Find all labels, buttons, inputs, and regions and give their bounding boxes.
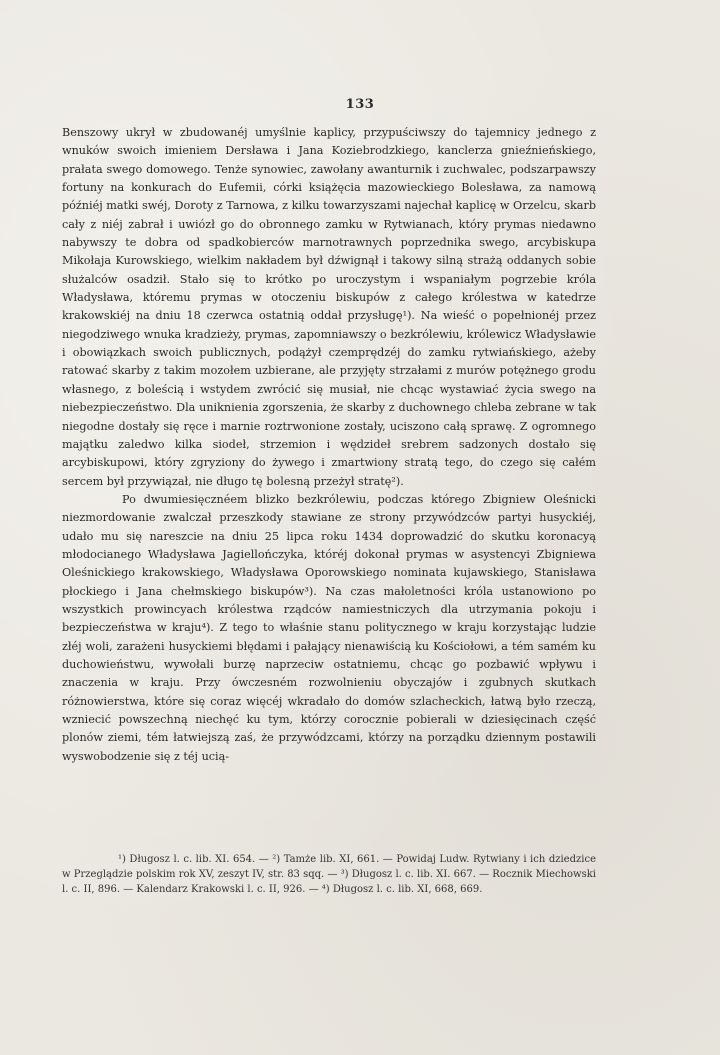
- main-text: [62, 124, 596, 766]
- page-number: 133: [345, 97, 375, 112]
- footnotes: [62, 852, 596, 897]
- paragraph-2: Po dwumiesięcznéem blizko bezkrólewiu, podczas którego Zbigniew Oleśnicki niezmordowanie zwalczał przeszkody stawiane ze strony przywódzców partyi husyckiéj, udało mu się nareszcie na dniu 25 lipca roku 1434 doprowadzić do skutku koronacyą młodocianego Władysława Jagiellończyka, któréj dokonał prymas w asystencyi Zbigniewa Oleśnickiego krakowskiego, Władysława Oporowskiego nominata kujawskiego, Stanisława płockiego i Jana chełmskiego biskupów³). Na czas małoletności króla ustanowiono po wszystkich prowincyach królestwa rządców namiestniczych dla utrzymania pokoju i bezpieczeństwa w kraju⁴). Z tego to właśnie stanu politycznego w kraju korzystając ludzie złéj woli, zarażeni husyckiemi błędami i pałający nienawiścią ku Kościołowi, a tém samém ku duchowieństwu, wywołali burzę naprzeciw ostatniemu, chcąc go pozbawić wpływu i znaczenia w kraju. Przy ówczesném rozwolnieniu obyczajów i zgubnych skutkach różnowierstwa, które się coraz więcéj wkradało do domów szlacheckich, łatwą było rzeczą, wzniecić powszechną niechęć ku tym, którzy corocznie pobierali w dziesięcinach część plonów ziemi, tém łatwiejszą zaś, że przywódzcami, którzy na porządku dziennym postawili wyswobodzenie się z téj ucią-: [62, 492, 596, 763]
- footnote-text: ¹) Długosz l. c. lib. XI. 654. — ²) Tamże lib. XI, 661. — Powidaj Ludw. Rytwiany i ich dziedzice w Przeglądzie polskim rok XV, zeszyt IV, str. 83 sqq. — ³) Długosz l. c. lib. XI. 667. — Rocznik Miechowski l. c. II, 896. — Kalendarz Krakowski l. c. II, 926. — ⁴) Długosz l. c. lib. XI, 668, 669.: [62, 854, 596, 895]
- paragraph-1: Benszowy ukrył w zbudowanéj umyślnie kaplicy, przypuściwszy do tajemnicy jednego z wnuków swoich imieniem Dersława i Jana Koziebrodzkiego, kanclerza gnieźnieńskiego, prałata swego domowego. Tenże synowiec, zawołany awanturnik i zuchwalec, podszarpawszy fortuny na konkurach do Eufemii, córki książęcia mazowieckiego Bolesława, za namową późniéj matki swéj, Doroty z Tarnowa, z kilku towarzyszami najechał kaplicę w Orzelcu, skarb cały z niéj zabrał i uwiózł go do obronnego zamku w Rytwianach, który prymas niedawno nabywszy te dobra od spadkobierców marnotrawnych poprzednika swego, arcybiskupa Mikołaja Kurowskiego, wielkim nakładem był dźwignął i takowy silną strażą oddanych sobie służalców osadził. Stało się to krótko po uroczystym i wspaniałym pogrzebie króla Władysława, któremu prymas w otoczeniu biskupów z całego królestwa w katedrze krakowskiéj na dniu 18 czerwca ostatnią oddał przysługę¹). Na wieść o popełnionéj przez niegodziwego wnuka kradzieży, prymas, zapomniawszy o bezkrólewiu, królewicz Władysławie i obowiązkach swoich publicznych, podążył czemprędzéj do zamku rytwiańskiego, ażeby ratować skarby z takim mozołem uzbierane, ale przyjęty strzałami z murów potężnego grodu własnego, z boleścią i wstydem zwrócić się musiał, nie chcąc wystawiać życia swego na niebezpieczeństwo. Dla uniknienia zgorszenia, że skarby z duchownego chleba zebrane w tak niegodne dostały się ręce i marnie roztrwonione zostały, uciszono całą sprawę. Z ogromnego majątku zaledwo kilka siodeł, strzemion i wędzideł srebrem sadzonych dostało się arcybiskupowi, który zgryziony do żywego i zmartwiony stratą tego, do czego się całém sercem był przywiązał, nie długo tę bolesną przeżył stratę²).: [62, 126, 596, 488]
